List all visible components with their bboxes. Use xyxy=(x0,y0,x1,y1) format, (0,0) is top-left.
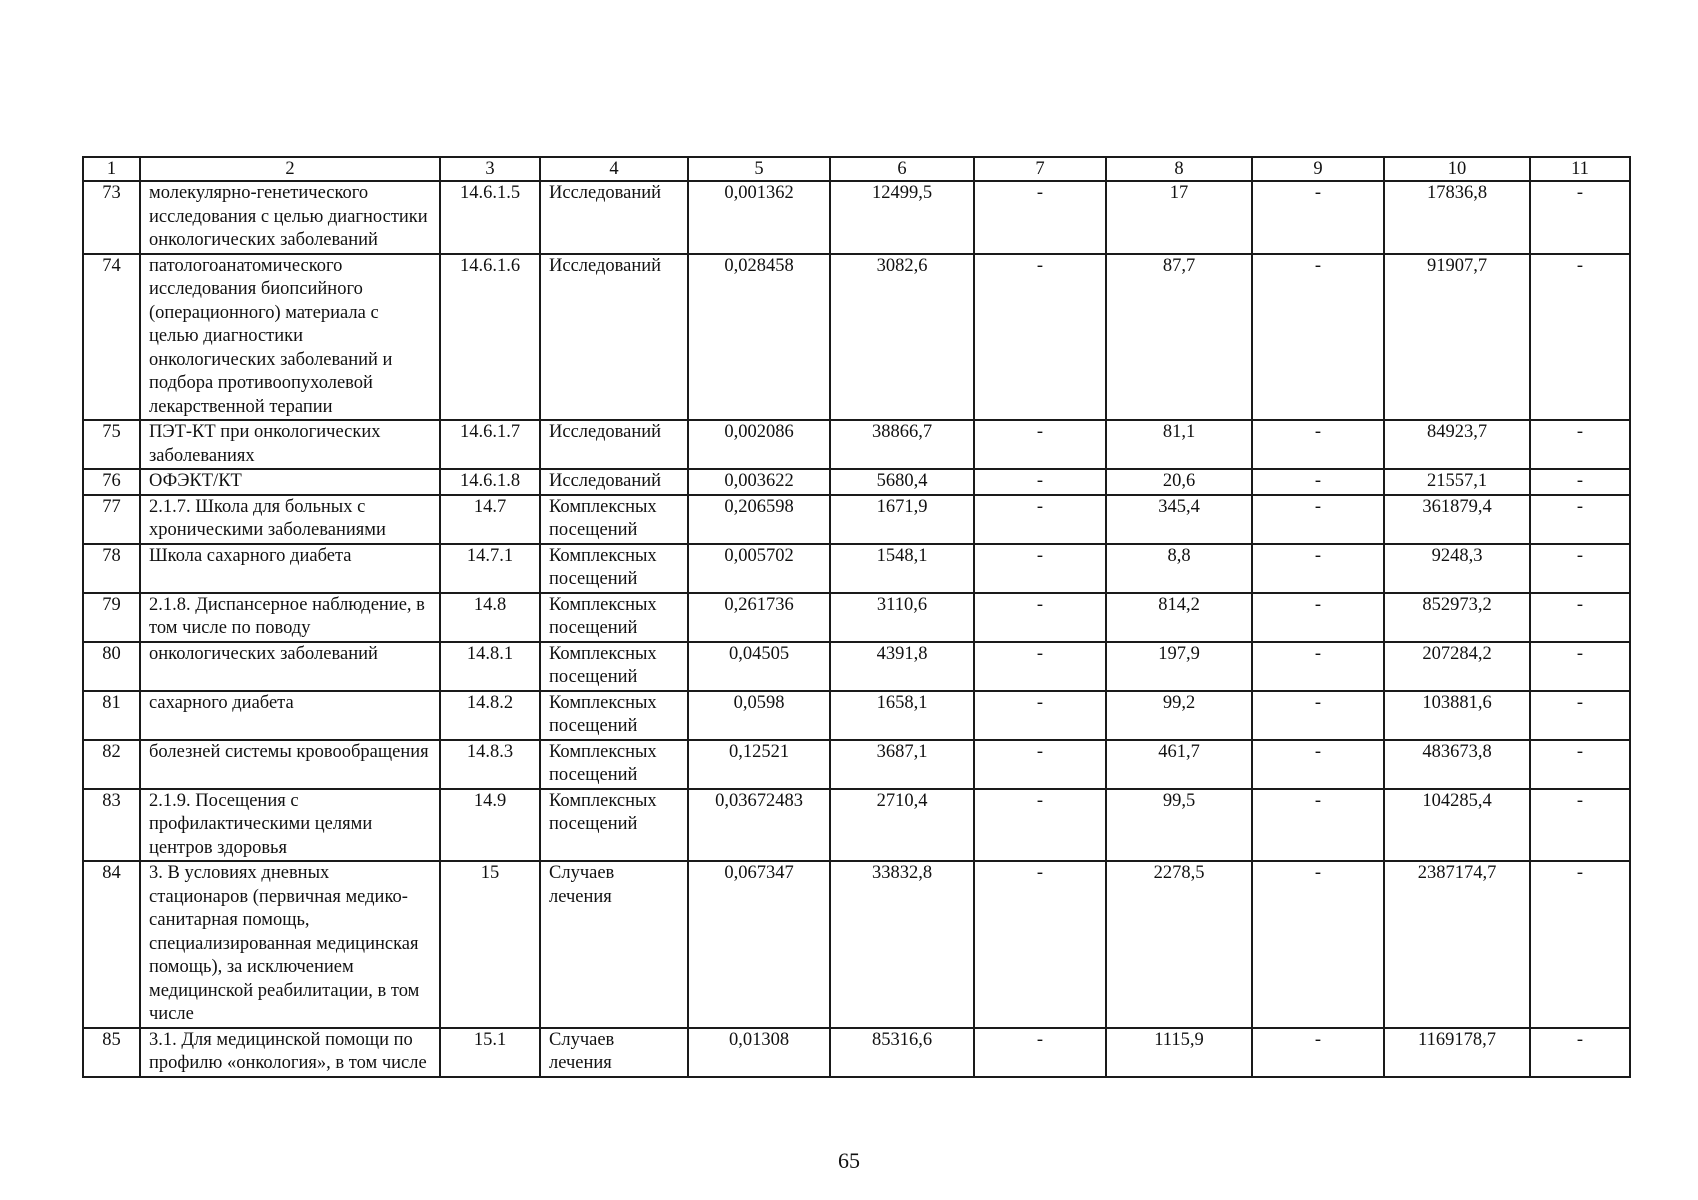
unit-of-measure: Комплексных посещений xyxy=(540,593,688,642)
column-7-value: - xyxy=(974,420,1106,469)
table-row xyxy=(83,420,1630,469)
column-11-value: - xyxy=(1530,593,1630,642)
item-name: патологоанатомического исследования биопсийного (операционного) материала с целью диагностики онкологических заболеваний и подбора противоопухолевой лекарственной терапии xyxy=(140,254,440,421)
column-header-9: 9 xyxy=(1252,157,1384,181)
column-8-value: 99,2 xyxy=(1106,691,1252,740)
unit-of-measure: Комплексных посещений xyxy=(540,740,688,789)
unit-of-measure: Исследований xyxy=(540,420,688,469)
column-6-value: 3110,6 xyxy=(830,593,974,642)
column-11-value: - xyxy=(1530,544,1630,593)
item-code: 14.6.1.5 xyxy=(440,181,540,254)
table-row xyxy=(83,691,1630,740)
column-10-value: 207284,2 xyxy=(1384,642,1530,691)
column-11-value: - xyxy=(1530,861,1630,1028)
column-6-value: 1548,1 xyxy=(830,544,974,593)
item-code: 14.8.1 xyxy=(440,642,540,691)
column-8-value: 345,4 xyxy=(1106,495,1252,544)
table-row xyxy=(83,544,1630,593)
column-8-value: 87,7 xyxy=(1106,254,1252,421)
table-body xyxy=(83,181,1630,1077)
item-name: ПЭТ-КТ при онкологических заболеваниях xyxy=(140,420,440,469)
unit-of-measure: Комплексных посещений xyxy=(540,642,688,691)
column-7-value: - xyxy=(974,181,1106,254)
data-table xyxy=(82,156,1631,1078)
column-8-value: 197,9 xyxy=(1106,642,1252,691)
item-code: 14.9 xyxy=(440,789,540,862)
column-5-value: 0,04505 xyxy=(688,642,830,691)
column-10-value: 9248,3 xyxy=(1384,544,1530,593)
column-5-value: 0,0598 xyxy=(688,691,830,740)
item-name: молекулярно-генетического исследования с целью диагностики онкологических заболеваний xyxy=(140,181,440,254)
column-11-value: - xyxy=(1530,495,1630,544)
column-9-value: - xyxy=(1252,740,1384,789)
item-name: болезней системы кровообращения xyxy=(140,740,440,789)
column-6-value: 38866,7 xyxy=(830,420,974,469)
column-6-value: 1658,1 xyxy=(830,691,974,740)
item-code: 14.7 xyxy=(440,495,540,544)
column-6-value: 85316,6 xyxy=(830,1028,974,1077)
column-7-value: - xyxy=(974,740,1106,789)
table-row xyxy=(83,593,1630,642)
column-6-value: 33832,8 xyxy=(830,861,974,1028)
table-header xyxy=(83,157,1630,181)
column-5-value: 0,002086 xyxy=(688,420,830,469)
column-7-value: - xyxy=(974,593,1106,642)
unit-of-measure: Случаев лечения xyxy=(540,861,688,1028)
column-9-value: - xyxy=(1252,544,1384,593)
column-10-value: 1169178,7 xyxy=(1384,1028,1530,1077)
item-name: 2.1.7. Школа для больных с хроническими заболеваниями xyxy=(140,495,440,544)
column-8-value: 81,1 xyxy=(1106,420,1252,469)
column-8-value: 814,2 xyxy=(1106,593,1252,642)
column-9-value: - xyxy=(1252,593,1384,642)
column-8-value: 2278,5 xyxy=(1106,861,1252,1028)
item-name: ОФЭКТ/КТ xyxy=(140,469,440,495)
column-11-value: - xyxy=(1530,740,1630,789)
unit-of-measure: Комплексных посещений xyxy=(540,789,688,862)
table-row xyxy=(83,495,1630,544)
column-9-value: - xyxy=(1252,642,1384,691)
column-10-value: 2387174,7 xyxy=(1384,861,1530,1028)
row-number: 84 xyxy=(83,861,140,1028)
column-header-2: 2 xyxy=(140,157,440,181)
column-11-value: - xyxy=(1530,469,1630,495)
column-9-value: - xyxy=(1252,420,1384,469)
column-5-value: 0,261736 xyxy=(688,593,830,642)
column-10-value: 852973,2 xyxy=(1384,593,1530,642)
table-row xyxy=(83,469,1630,495)
column-5-value: 0,001362 xyxy=(688,181,830,254)
item-name: онкологических заболеваний xyxy=(140,642,440,691)
column-9-value: - xyxy=(1252,469,1384,495)
column-7-value: - xyxy=(974,254,1106,421)
row-number: 80 xyxy=(83,642,140,691)
table-row xyxy=(83,254,1630,421)
column-6-value: 4391,8 xyxy=(830,642,974,691)
row-number: 77 xyxy=(83,495,140,544)
column-5-value: 0,03672483 xyxy=(688,789,830,862)
column-7-value: - xyxy=(974,789,1106,862)
item-name: 2.1.8. Диспансерное наблюдение, в том числе по поводу xyxy=(140,593,440,642)
table-row xyxy=(83,181,1630,254)
column-11-value: - xyxy=(1530,254,1630,421)
column-7-value: - xyxy=(974,469,1106,495)
item-code: 14.8.2 xyxy=(440,691,540,740)
column-9-value: - xyxy=(1252,254,1384,421)
row-number: 82 xyxy=(83,740,140,789)
column-6-value: 5680,4 xyxy=(830,469,974,495)
item-code: 14.6.1.7 xyxy=(440,420,540,469)
column-11-value: - xyxy=(1530,181,1630,254)
row-number: 75 xyxy=(83,420,140,469)
row-number: 76 xyxy=(83,469,140,495)
column-6-value: 1671,9 xyxy=(830,495,974,544)
column-6-value: 2710,4 xyxy=(830,789,974,862)
item-code: 15.1 xyxy=(440,1028,540,1077)
column-11-value: - xyxy=(1530,691,1630,740)
unit-of-measure: Комплексных посещений xyxy=(540,544,688,593)
column-6-value: 12499,5 xyxy=(830,181,974,254)
column-5-value: 0,206598 xyxy=(688,495,830,544)
column-10-value: 84923,7 xyxy=(1384,420,1530,469)
table-row xyxy=(83,740,1630,789)
item-code: 14.8 xyxy=(440,593,540,642)
unit-of-measure: Случаев лечения xyxy=(540,1028,688,1077)
item-code: 14.6.1.6 xyxy=(440,254,540,421)
column-5-value: 0,12521 xyxy=(688,740,830,789)
column-7-value: - xyxy=(974,495,1106,544)
item-code: 15 xyxy=(440,861,540,1028)
column-7-value: - xyxy=(974,1028,1106,1077)
row-number: 85 xyxy=(83,1028,140,1077)
column-11-value: - xyxy=(1530,420,1630,469)
item-name: 2.1.9. Посещения с профилактическими целями центров здоровья xyxy=(140,789,440,862)
column-9-value: - xyxy=(1252,691,1384,740)
column-header-1: 1 xyxy=(83,157,140,181)
column-header-8: 8 xyxy=(1106,157,1252,181)
column-5-value: 0,028458 xyxy=(688,254,830,421)
column-5-value: 0,01308 xyxy=(688,1028,830,1077)
column-8-value: 17 xyxy=(1106,181,1252,254)
unit-of-measure: Исследований xyxy=(540,469,688,495)
unit-of-measure: Исследований xyxy=(540,254,688,421)
row-number: 78 xyxy=(83,544,140,593)
item-name: сахарного диабета xyxy=(140,691,440,740)
column-8-value: 461,7 xyxy=(1106,740,1252,789)
item-code: 14.8.3 xyxy=(440,740,540,789)
column-11-value: - xyxy=(1530,642,1630,691)
table-row xyxy=(83,789,1630,862)
column-8-value: 20,6 xyxy=(1106,469,1252,495)
column-7-value: - xyxy=(974,544,1106,593)
column-6-value: 3082,6 xyxy=(830,254,974,421)
column-10-value: 103881,6 xyxy=(1384,691,1530,740)
row-number: 79 xyxy=(83,593,140,642)
row-number: 81 xyxy=(83,691,140,740)
column-8-value: 1115,9 xyxy=(1106,1028,1252,1077)
column-9-value: - xyxy=(1252,789,1384,862)
column-6-value: 3687,1 xyxy=(830,740,974,789)
column-8-value: 8,8 xyxy=(1106,544,1252,593)
column-7-value: - xyxy=(974,691,1106,740)
column-5-value: 0,067347 xyxy=(688,861,830,1028)
column-10-value: 21557,1 xyxy=(1384,469,1530,495)
row-number: 83 xyxy=(83,789,140,862)
column-header-4: 4 xyxy=(540,157,688,181)
unit-of-measure: Комплексных посещений xyxy=(540,691,688,740)
row-number: 73 xyxy=(83,181,140,254)
column-5-value: 0,003622 xyxy=(688,469,830,495)
column-header-6: 6 xyxy=(830,157,974,181)
column-header-10: 10 xyxy=(1384,157,1530,181)
page-number: 65 xyxy=(838,1148,860,1173)
row-number: 74 xyxy=(83,254,140,421)
column-header-7: 7 xyxy=(974,157,1106,181)
column-header-5: 5 xyxy=(688,157,830,181)
table-row xyxy=(83,1028,1630,1077)
unit-of-measure: Исследований xyxy=(540,181,688,254)
column-9-value: - xyxy=(1252,181,1384,254)
column-10-value: 483673,8 xyxy=(1384,740,1530,789)
item-code: 14.6.1.8 xyxy=(440,469,540,495)
column-11-value: - xyxy=(1530,1028,1630,1077)
column-9-value: - xyxy=(1252,495,1384,544)
column-10-value: 91907,7 xyxy=(1384,254,1530,421)
item-name: 3.1. Для медицинской помощи по профилю «онкология», в том числе xyxy=(140,1028,440,1077)
item-code: 14.7.1 xyxy=(440,544,540,593)
column-header-3: 3 xyxy=(440,157,540,181)
header-row xyxy=(83,157,1630,181)
column-11-value: - xyxy=(1530,789,1630,862)
column-7-value: - xyxy=(974,861,1106,1028)
table-row xyxy=(83,861,1630,1028)
column-header-11: 11 xyxy=(1530,157,1630,181)
column-10-value: 17836,8 xyxy=(1384,181,1530,254)
table-row xyxy=(83,642,1630,691)
unit-of-measure: Комплексных посещений xyxy=(540,495,688,544)
column-10-value: 104285,4 xyxy=(1384,789,1530,862)
column-8-value: 99,5 xyxy=(1106,789,1252,862)
column-9-value: - xyxy=(1252,861,1384,1028)
column-10-value: 361879,4 xyxy=(1384,495,1530,544)
column-9-value: - xyxy=(1252,1028,1384,1077)
column-5-value: 0,005702 xyxy=(688,544,830,593)
column-7-value: - xyxy=(974,642,1106,691)
item-name: 3. В условиях дневных стационаров (первичная медико-санитарная помощь, специализированная медицинская помощь), за исключением медицинской реабилитации, в том числе xyxy=(140,861,440,1028)
item-name: Школа сахарного диабета xyxy=(140,544,440,593)
